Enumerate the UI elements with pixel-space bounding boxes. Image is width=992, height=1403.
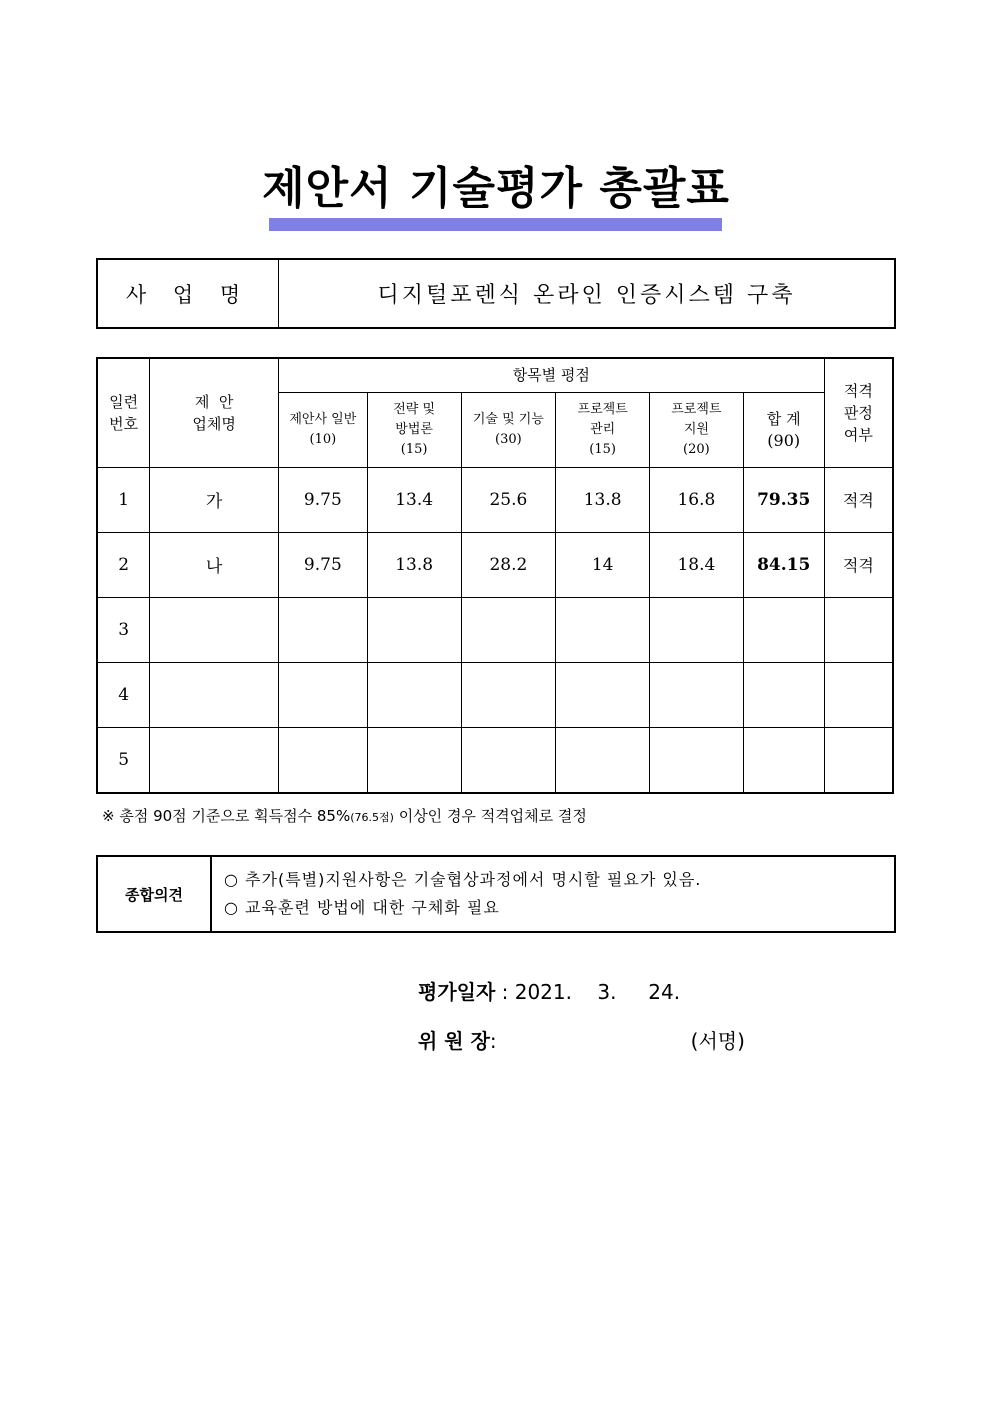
row-score xyxy=(650,597,744,662)
row-score: 16.8 xyxy=(650,467,744,532)
opinion-line: ○ 추가(특별)지원사항은 기술협상과정에서 명시할 필요가 있음. xyxy=(224,870,702,889)
criteria-note xyxy=(102,805,587,826)
title-underline xyxy=(269,218,722,231)
header-item-name: 기술 및 기능 xyxy=(472,411,544,427)
chair-signature xyxy=(418,1025,745,1054)
row-qualified xyxy=(824,727,893,793)
header-serial-line1: 일련 xyxy=(109,392,139,411)
header-item-strategy xyxy=(367,392,461,467)
chair-label: 위 원 장 xyxy=(418,1029,490,1053)
row-score xyxy=(461,727,556,793)
row-total xyxy=(743,727,824,793)
chair-colon: : xyxy=(489,1029,497,1053)
row-score xyxy=(650,727,744,793)
evaluation-table xyxy=(96,357,894,794)
row-score: 9.75 xyxy=(278,467,367,532)
opinion-label: 종합의견 xyxy=(97,856,211,932)
row-score xyxy=(278,597,367,662)
header-item-management xyxy=(556,392,650,467)
opinion-line: ○ 교육훈련 방법에 대한 구체화 필요 xyxy=(224,898,500,917)
date-label: 평가일자 xyxy=(418,980,496,1004)
opinion-table xyxy=(96,855,896,933)
header-serial-line2: 번호 xyxy=(109,414,139,433)
row-score: 28.2 xyxy=(461,532,556,597)
row-company: 가 xyxy=(150,467,279,532)
header-group: 항목별 평점 xyxy=(278,358,824,392)
row-score: 13.8 xyxy=(367,532,461,597)
row-score: 14 xyxy=(556,532,650,597)
header-company-line2: 업체명 xyxy=(192,414,236,433)
row-company xyxy=(150,597,279,662)
row-score xyxy=(556,662,650,727)
row-qualified xyxy=(824,597,893,662)
row-score xyxy=(367,597,461,662)
row-score xyxy=(556,727,650,793)
opinion-body xyxy=(211,856,895,932)
header-total-line1: 합 계 xyxy=(766,409,801,428)
evaluation-date xyxy=(418,976,680,1005)
header-item-name: 제안사 일반 xyxy=(289,411,357,427)
row-qualified: 적격 xyxy=(824,532,893,597)
row-score: 18.4 xyxy=(650,532,744,597)
table-row xyxy=(97,727,893,793)
row-company: 나 xyxy=(150,532,279,597)
criteria-note-tail: 이상인 경우 적격업체로 결정 xyxy=(393,807,587,825)
header-item-name2: 관리 xyxy=(590,421,616,437)
evaluation-rows xyxy=(97,467,893,793)
row-score: 25.6 xyxy=(461,467,556,532)
criteria-note-small: (76.5점) xyxy=(350,811,394,824)
table-row xyxy=(97,662,893,727)
header-qualified-line1: 적격 xyxy=(843,381,873,400)
criteria-note-main: ※ 총점 90점 기준으로 획득점수 85% xyxy=(102,807,351,825)
row-number: 3 xyxy=(97,597,150,662)
header-item-name: 프로젝트 xyxy=(577,401,628,417)
row-score: 9.75 xyxy=(278,532,367,597)
header-item-name: 전략 및 xyxy=(393,401,436,417)
row-score xyxy=(461,597,556,662)
project-name: 디지털포렌식 온라인 인증시스템 구축 xyxy=(279,259,896,328)
row-number: 5 xyxy=(97,727,150,793)
row-qualified xyxy=(824,662,893,727)
project-label: 사 업 명 xyxy=(97,259,279,328)
header-item-general xyxy=(278,392,367,467)
header-qualified xyxy=(824,358,893,467)
header-item-name2: 지원 xyxy=(683,421,709,437)
row-total xyxy=(743,597,824,662)
row-total: 79.35 xyxy=(743,467,824,532)
row-company xyxy=(150,662,279,727)
header-item-score: (20) xyxy=(683,441,710,457)
row-score: 13.8 xyxy=(556,467,650,532)
row-score: 13.4 xyxy=(367,467,461,532)
row-total: 84.15 xyxy=(743,532,824,597)
header-company xyxy=(150,358,279,467)
header-item-score: (15) xyxy=(400,441,428,457)
row-number: 1 xyxy=(97,467,150,532)
row-number: 4 xyxy=(97,662,150,727)
row-score xyxy=(367,662,461,727)
header-item-name: 프로젝트 xyxy=(671,401,722,417)
date-value: : 2021. 3. 24. xyxy=(495,980,681,1004)
project-table xyxy=(96,258,896,329)
row-qualified: 적격 xyxy=(824,467,893,532)
document-title: 제안서 기술평가 총괄표 xyxy=(262,163,730,214)
header-company-line1: 제 안 xyxy=(194,392,234,411)
row-total xyxy=(743,662,824,727)
header-qualified-line3: 여부 xyxy=(843,425,873,444)
header-serial xyxy=(97,358,150,467)
row-score xyxy=(367,727,461,793)
row-score xyxy=(278,662,367,727)
header-item-technology xyxy=(461,392,556,467)
row-score xyxy=(650,662,744,727)
header-item-score: (10) xyxy=(309,431,337,447)
row-number: 2 xyxy=(97,532,150,597)
header-item-name2: 방법론 xyxy=(395,421,433,437)
header-item-score: (15) xyxy=(589,441,616,457)
table-row xyxy=(97,467,893,532)
header-total-line2: (90) xyxy=(767,430,801,450)
table-row xyxy=(97,597,893,662)
header-total xyxy=(743,392,824,467)
row-score xyxy=(278,727,367,793)
header-item-support xyxy=(650,392,744,467)
row-company xyxy=(150,727,279,793)
row-score xyxy=(556,597,650,662)
header-item-score: (30) xyxy=(495,431,522,447)
table-row xyxy=(97,532,893,597)
sign-placeholder: (서명) xyxy=(690,1029,745,1053)
header-qualified-line2: 판정 xyxy=(843,403,873,422)
row-score xyxy=(461,662,556,727)
